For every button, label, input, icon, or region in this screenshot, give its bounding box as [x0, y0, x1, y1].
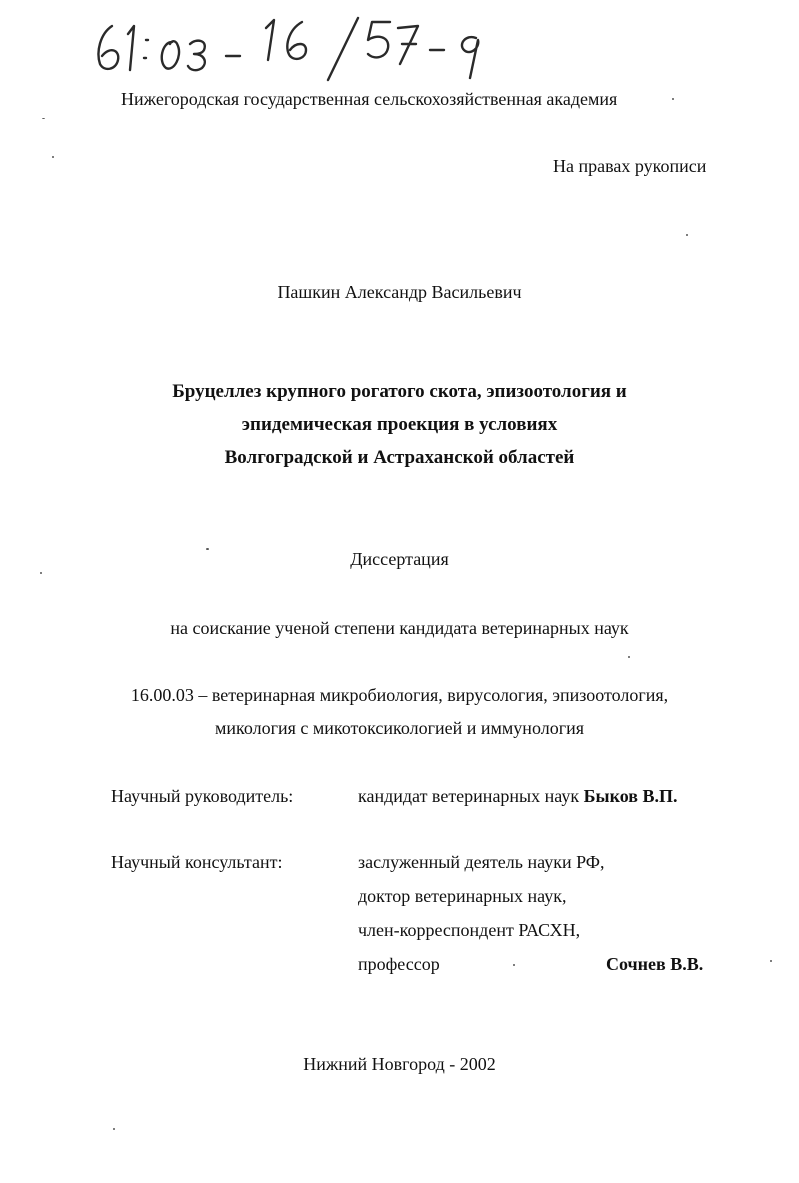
thesis-title-line: Волгоградской и Астраханской областей [224, 447, 575, 468]
consultant-credential: доктор ветеринарных наук, [358, 886, 567, 906]
scan-speck [206, 548, 209, 550]
scan-speck [672, 98, 674, 100]
handwritten-archive-number [90, 14, 510, 84]
work-type: Диссертация [350, 549, 449, 569]
scan-speck [628, 656, 630, 658]
consultant-label: Научный консультант: [111, 852, 283, 872]
scan-speck [40, 572, 42, 574]
scan-speck [686, 234, 688, 236]
scan-speck [52, 156, 54, 158]
thesis-title-line: Бруцеллез крупного рогатого скота, эпизоотология и [172, 381, 627, 402]
consultant-credential: заслуженный деятель науки РФ, [358, 852, 605, 872]
consultant-credential: член-корреспондент РАСХН, [358, 920, 581, 940]
supervisor-label: Научный руководитель: [111, 786, 294, 806]
scan-speck [42, 118, 45, 119]
scan-speck [770, 960, 772, 962]
consultant-name: Сочнев В.В. [606, 954, 704, 974]
supervisor-name: Быков В.П. [583, 786, 678, 806]
author-name: Пашкин Александр Васильевич [277, 282, 522, 302]
specialty-line: микология с микотоксикологией и иммунология [215, 718, 584, 738]
scan-speck [113, 1128, 115, 1130]
thesis-title-line: эпидемическая проекция в условиях [241, 414, 558, 435]
supervisor-degree: кандидат ветеринарных наук [358, 786, 580, 806]
rights-note: На правах рукописи [553, 156, 707, 176]
scan-speck [513, 964, 515, 966]
supervisor-value [358, 785, 677, 807]
degree-line: на соискание ученой степени кандидата ветеринарных наук [170, 618, 629, 638]
consultant-credential: профессор [358, 954, 440, 974]
thesis-title [0, 375, 799, 474]
place-and-year: Нижний Новгород - 2002 [303, 1054, 496, 1074]
specialty-line: 16.00.03 – ветеринарная микробиология, вирусология, эпизоотология, [130, 685, 669, 705]
institution-name: Нижегородская государственная сельскохозяйственная академия [121, 89, 618, 109]
